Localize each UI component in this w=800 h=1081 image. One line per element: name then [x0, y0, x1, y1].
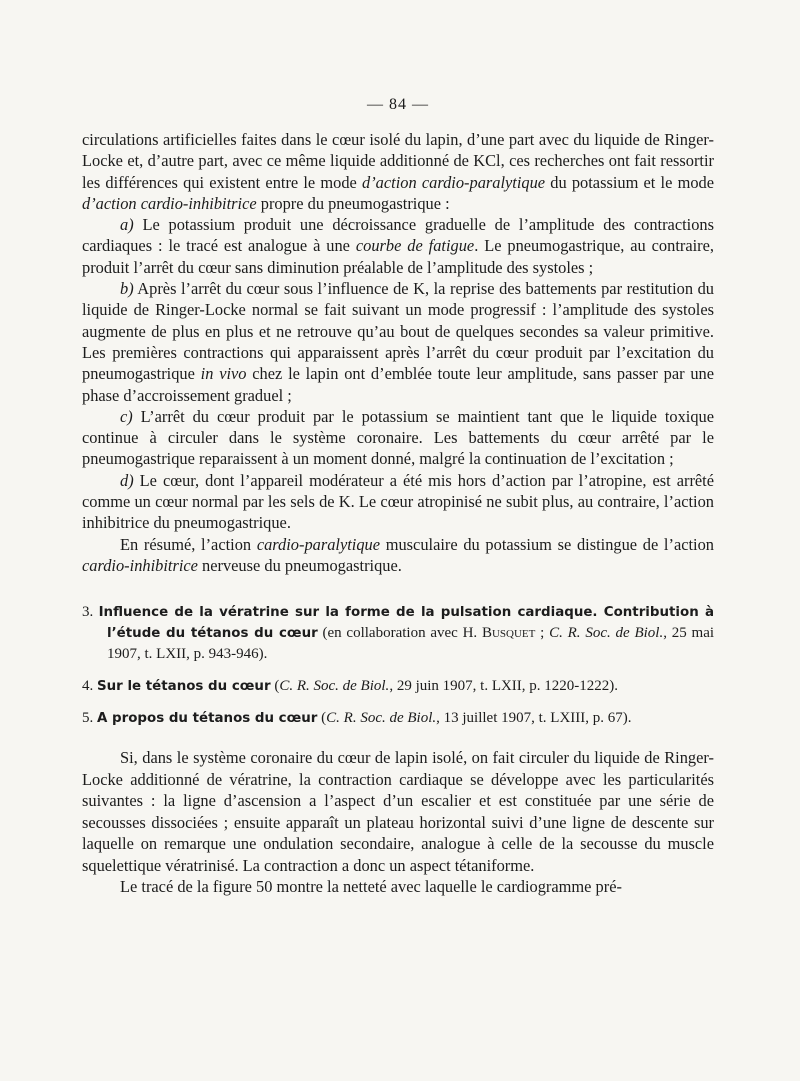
paragraph-a — [82, 214, 714, 278]
reference-item — [82, 708, 714, 729]
text-run: (en collaboration avec H. — [317, 625, 482, 642]
text-run: , 25 mai 1907, t. LXII, p. 943-946). — [107, 625, 715, 663]
reference-journal: C. R. Soc. de Biol. — [279, 678, 390, 695]
paragraph-c — [82, 406, 714, 470]
second-text-section — [82, 747, 714, 898]
references-list — [82, 602, 714, 729]
text-run: . Le pneumogastrique, au contraire, produit l’arrêt du cœur sans diminution préalable de l’amplitude des systoles ; — [82, 236, 714, 277]
reference-journal: C. R. Soc. de Biol. — [549, 625, 664, 642]
text-run: ; — [535, 625, 550, 642]
paragraph-summary — [82, 534, 714, 577]
text-run: propre du pneumogastrique : — [256, 193, 450, 213]
reference-number: 3. — [82, 604, 99, 621]
item-label: b) — [120, 279, 134, 299]
paragraph-figure-50: Le tracé de la figure 50 montre la netteté avec laquelle le cardiogramme pré- — [120, 877, 622, 897]
page-number: — 84 — — [367, 96, 429, 113]
text-run: du potassium et le mode — [545, 172, 714, 192]
reference-title: Sur le tétanos du cœur — [97, 679, 271, 695]
reference-item — [82, 602, 714, 665]
reference-title: Influence de la vératrine sur la forme de la pulsation cardiaque. Contribution à l’étude du tétanos du cœur — [98, 605, 714, 642]
text-run: chez le lapin ont d’emblée toute leur amplitude, sans passer par une phase d’accroissement graduel ; — [82, 364, 714, 405]
document-page — [82, 0, 714, 898]
italic-term: d’action cardio-inhibitrice — [82, 193, 257, 213]
text-run: , 29 juin 1907, t. LXII, p. 1220-1222). — [389, 678, 619, 695]
reference-number: 5. — [82, 710, 97, 727]
reference-number: 4. — [82, 678, 97, 695]
paragraph-intro — [82, 129, 714, 214]
italic-term: courbe de fatigue — [355, 236, 475, 256]
italic-term: cardio-inhibitrice — [82, 555, 198, 575]
text-run: nerveuse du pneumogastrique. — [197, 555, 402, 575]
text-run: musculaire du potassium se distingue de l’action — [380, 534, 714, 554]
reference-item — [82, 676, 714, 697]
item-label: c) — [120, 406, 133, 426]
text-run: Le potassium produit une décroissance graduelle de l’amplitude des contractions cardiaques : le tracé est analogue à une — [82, 215, 714, 256]
paragraph-d — [82, 470, 714, 534]
text-run: Le cœur, dont l’appareil modérateur a été mis hors d’action par l’atropine, est arrêté comme un cœur normal par les sels de K. Le cœur atropinisé ne subit plus, au contraire, l’action inhibitrice du pneumogastrique. — [82, 470, 714, 533]
italic-term: cardio-paralytique — [256, 534, 381, 554]
text-run: L’arrêt du cœur produit par le potassium se maintient tant que le liquide toxique continue à circuler dans le système coronaire. Les battements du cœur arrêté par le pneumogastrique reparaissent à un moment donné, malgré la continuation de l’excitation ; — [82, 406, 714, 469]
reference-journal: C. R. Soc. de Biol. — [326, 710, 437, 727]
text-run: , 13 juillet 1907, t. LXIII, p. 67). — [436, 710, 632, 727]
reference-author: Busquet — [481, 625, 536, 642]
item-label: a) — [120, 215, 134, 235]
paragraph-veratrine: Si, dans le système coronaire du cœur de lapin isolé, on fait circuler du liquide de Ringer-Locke additionné de vératrine, la contraction cardiaque se développe avec les particularités suivantes : la ligne d’ascension a l’aspect d’un escalier et est constituée par une série de secousses dissociées ; ensuite apparaît un plateau horizontal suivi d’une ligne de descente sur laquelle on remarque une ondulation secondaire, analogue à celle de la secousse du muscle squelettique vératrinisé. La contraction a donc un aspect tétaniforme. — [82, 748, 714, 875]
italic-term: in vivo — [200, 364, 247, 384]
italic-term: d’action cardio-paralytique — [362, 172, 546, 192]
text-run: ( — [270, 678, 280, 695]
text-run: ( — [317, 710, 327, 727]
main-text-section — [82, 129, 714, 576]
paragraph-b — [82, 278, 714, 406]
text-run: Après l’arrêt du cœur sous l’influence de K, la reprise des battements par restitution du liquide de Ringer-Locke normal se fait suivant un mode progressif : l’amplitude des systoles augmente de plus en plus et ne retrouve qu’au bout de quelques secondes sa valeur primitive. Les premières contractions qui apparaissent après l’arrêt du cœur produit par l’excitation du pneumogastrique — [82, 279, 714, 384]
reference-title: A propos du tétanos du cœur — [97, 711, 318, 727]
item-label: d) — [120, 470, 134, 490]
text-run: En résumé, l’action — [120, 534, 257, 554]
text-run: circulations artificielles faites dans le cœur isolé du lapin, d’une part avec du liquide de Ringer-Locke et, d’autre part, avec ce même liquide additionné de KCl, ces recherches ont fait ressortir les différences qui existent entre le mode — [82, 130, 714, 192]
